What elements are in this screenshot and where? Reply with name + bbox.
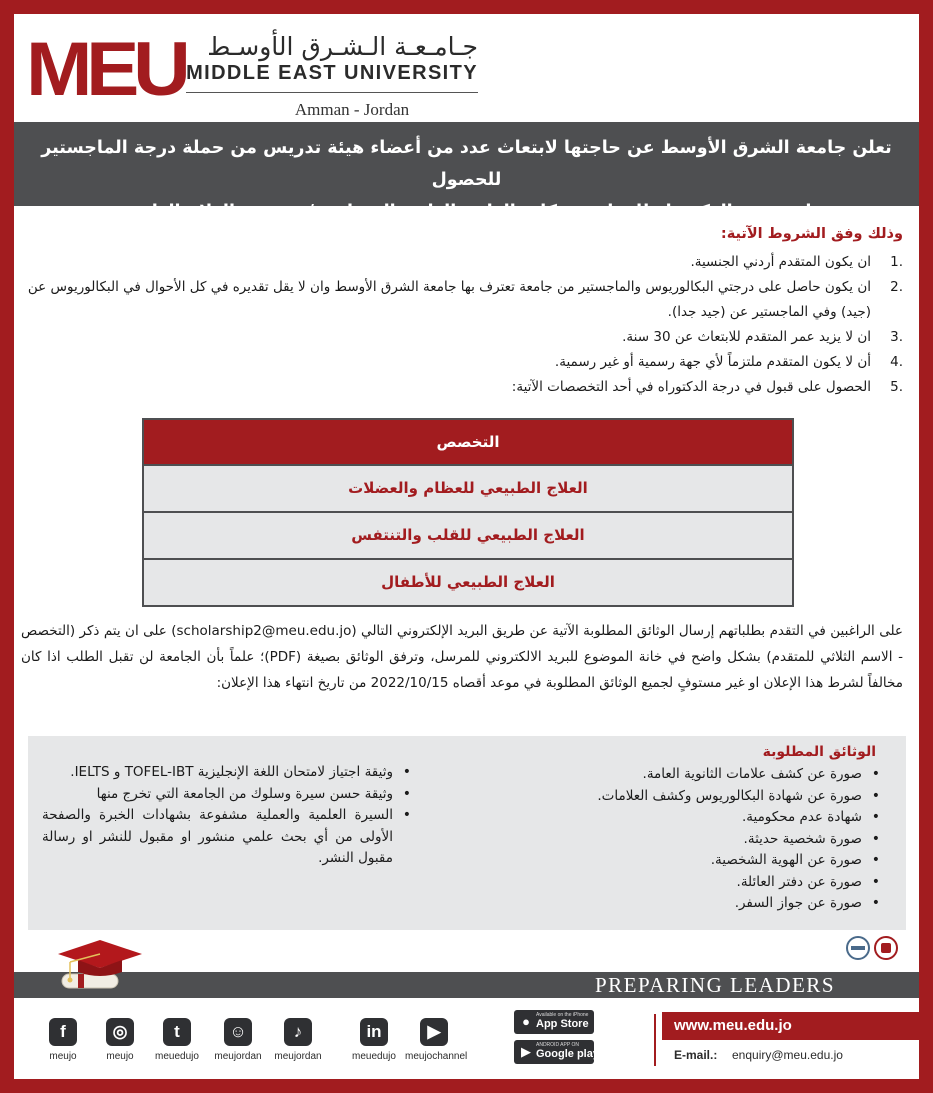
social-linkedin[interactable] <box>345 1018 403 1062</box>
social-handle: meuedujo <box>155 1051 199 1062</box>
list-item <box>23 375 903 400</box>
banner-line-1: تعلن جامعة الشرق الأوسط عن حاجتها لابتعاث عدد من أعضاء هيئة تدريس من حملة درجة الماجستير للحصول <box>41 138 892 190</box>
email-label: E-mail.: <box>674 1048 718 1062</box>
list-item <box>23 275 903 325</box>
list-item: • صورة شخصية حديثة. <box>506 829 886 851</box>
app-store-caption: Available on the iPhone <box>536 1012 589 1018</box>
quality-seal-icon <box>874 936 898 960</box>
list-item: • وثيقة اجتياز لامتحان اللغة الإنجليزية TOFEL-IBT و IELTS. <box>42 762 417 784</box>
table-row: العلاج الطبيعي للأطفال <box>144 558 792 605</box>
slogan-text: PREPARING LEADERS <box>594 973 835 997</box>
snapchat-icon: ☺ <box>224 1018 252 1046</box>
list-item: • صورة عن جواز السفر. <box>506 893 886 915</box>
tiktok-icon: ♪ <box>284 1018 312 1046</box>
list-item: • صورة عن شهادة البكالوريوس وكشف العلامات. <box>506 786 886 808</box>
application-instructions: على الراغبين في التقدم بطلباتهم إرسال الوثائق المطلوبة الآتية عن طريق البريد الإلكتروني التالي (scholarship2@meu.edu.jo) على ان يتم ذكر (التخصص - الاسم الثلاثي للمتقدم) بشكل واضح في خانة الموضوع للبريد الالكتروني للمرسل، وترفق الوثائق بصيغة (PDF)؛ علماً بأن الجامعة لن تقبل الطلب اذا كان مخالفاً لشرط هذا الإعلان او غير مستوفٍ لجميع الوثائق المطلوبة في موعد أقصاه 2022/10/15 من تاريخ انتهاء هذا الإعلان: <box>21 623 903 691</box>
table-row: العلاج الطبيعي للعظام والعضلات <box>144 464 792 511</box>
table-header: التخصص <box>144 420 792 464</box>
condition-text: ان يكون حاصل على درجتي البكالوريوس والماجستير من جامعة تعترف بها جامعة الشرق الأوسط وان لا يقل تقديره في كل الأحوال في البكالوريوس عن (جيد) وفي الماجستير عن (جيد جدا). <box>27 279 871 320</box>
twitter-icon: t <box>163 1018 191 1046</box>
app-store-label: App Store <box>536 1018 589 1030</box>
conditions-heading: وذلك وفق الشروط الآتية: <box>720 226 903 242</box>
title-banner <box>14 122 919 222</box>
condition-text: الحصول على قبول في درجة الدكتوراه في أحد التخصصات الآتية: <box>511 379 871 395</box>
apple-icon: ● <box>522 1014 530 1029</box>
social-instagram[interactable] <box>91 1018 149 1062</box>
play-store-icon: ▶ <box>521 1044 531 1059</box>
google-play-button[interactable] <box>514 1040 599 1064</box>
announcement-page <box>14 14 919 1079</box>
condition-number: 2. <box>890 279 903 295</box>
list-item <box>23 250 903 275</box>
facebook-icon: f <box>49 1018 77 1046</box>
social-facebook[interactable] <box>34 1018 92 1062</box>
app-store-button[interactable] <box>514 1010 594 1034</box>
social-youtube[interactable] <box>405 1018 468 1062</box>
list-item: • صورة عن دفتر العائلة. <box>506 872 886 894</box>
graduation-cap-icon <box>48 940 144 996</box>
condition-number: 5. <box>890 379 903 395</box>
instagram-icon: ◎ <box>106 1018 134 1046</box>
documents-list-left <box>42 762 417 870</box>
social-tiktok[interactable] <box>269 1018 327 1062</box>
google-play-caption: ANDROID APP ON <box>536 1042 579 1048</box>
list-item <box>23 350 903 375</box>
condition-text: ان يكون المتقدم أردني الجنسية. <box>690 254 871 270</box>
list-item: • صورة عن الهوية الشخصية. <box>506 850 886 872</box>
social-handle: meujo <box>106 1051 134 1062</box>
social-snapchat[interactable] <box>209 1018 267 1062</box>
list-item: • السيرة العلمية والعملية مشفوعة بشهادات الخبرة والصفحة الأولى من أي بحث علمي منشور او مقبول للنشر او رسالة مقبول النشر. <box>42 805 417 870</box>
conditions-list <box>23 250 903 400</box>
contact-divider <box>654 1014 656 1066</box>
social-handle: meujordan <box>274 1051 322 1062</box>
logo-mark: MEU <box>26 27 185 112</box>
logo-divider <box>186 92 478 93</box>
list-item: • صورة عن كشف علامات الثانوية العامة. <box>506 764 886 786</box>
accreditation-badge-icon <box>846 936 870 960</box>
table-row: العلاج الطبيعي للقلب والتنتفس <box>144 511 792 558</box>
logo-name-english: MIDDLE EAST UNIVERSITY <box>186 62 478 84</box>
google-play-label: Google play <box>536 1048 599 1060</box>
documents-heading: الوثائق المطلوبة <box>762 744 876 760</box>
logo-location: Amman - Jordan <box>294 100 410 119</box>
social-handle: meujochannel <box>405 1051 468 1062</box>
condition-number: 3. <box>890 329 903 345</box>
specialization-table <box>142 418 794 607</box>
condition-text: أن لا يكون المتقدم ملتزماً لأي جهة رسمية أو غير رسمية. <box>554 354 871 370</box>
condition-number: 4. <box>890 354 903 370</box>
list-item <box>23 325 903 350</box>
list-item: • وثيقة حسن سيرة وسلوك من الجامعة التي تخرج منها <box>42 784 417 806</box>
youtube-icon: ▶ <box>420 1018 448 1046</box>
banner-line-2: على درجة الدكتوراه للعمل في كلية العلوم الطبية المساندة / تخصص العلاج الطبيعي <box>109 202 824 222</box>
social-handle: meuedujo <box>352 1051 396 1062</box>
email-link[interactable]: enquiry@meu.edu.jo <box>732 1048 843 1062</box>
documents-panel <box>28 736 906 930</box>
list-item: • شهادة عدم محكومية. <box>506 807 886 829</box>
social-twitter[interactable] <box>148 1018 206 1062</box>
social-handle: meujo <box>49 1051 77 1062</box>
website-link[interactable]: www.meu.edu.jo <box>674 1017 792 1034</box>
linkedin-icon: in <box>360 1018 388 1046</box>
documents-list-right <box>506 764 886 915</box>
condition-number: 1. <box>890 254 903 270</box>
social-handle: meujordan <box>214 1051 262 1062</box>
logo-name-arabic: جـامـعـة الـشـرق الأوسـط <box>207 32 478 61</box>
condition-text: ان لا يزيد عمر المتقدم للابتعاث عن 30 سنة. <box>622 329 871 345</box>
